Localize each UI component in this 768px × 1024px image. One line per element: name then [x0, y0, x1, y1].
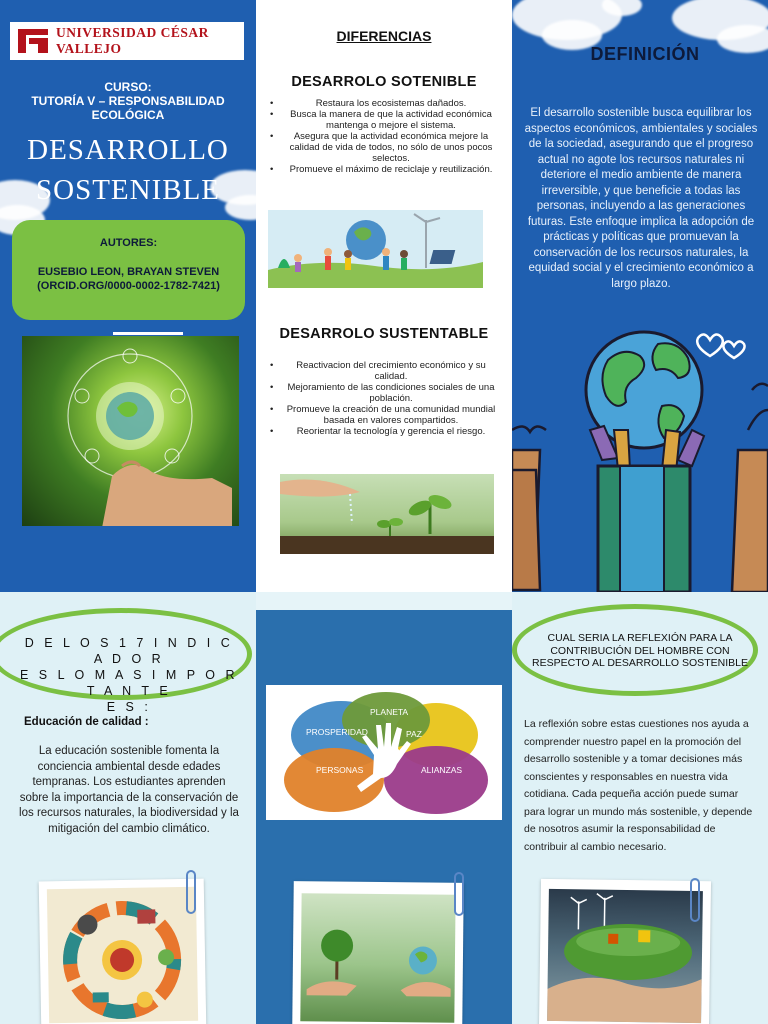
five-p-diagram: [266, 685, 502, 820]
venn-label-prosperidad: PROSPERIDAD: [306, 727, 368, 737]
university-logo: [10, 22, 244, 60]
cover-title-line-1: DESARROLLO: [27, 134, 229, 166]
definition-heading: DEFINICIÓN: [590, 44, 700, 64]
sustentable-list: [270, 360, 502, 437]
list-item: • Promueve el máximo de reciclaje y reutilización.: [270, 164, 502, 175]
community-illustration: [268, 210, 483, 288]
reflection-question: CUAL SERIA LA REFLEXIÓN PARA LA CONTRIBUCIÓN DEL HOMBRE CON RESPECTO AL DESARROLLO SOSTENIBLE: [532, 632, 748, 669]
question-line-1: D E L O S 1 7 I N D I C A D O R: [24, 636, 234, 666]
education-card: [39, 879, 207, 1024]
education-infographic: [47, 887, 198, 1024]
list-item: • Promueve la creación de una comunidad mundial basada en valores compartidos.: [270, 404, 502, 426]
list-item: • Mejoramiento de las condiciones sociales de una población.: [270, 382, 502, 404]
author-orcid: (ORCID.ORG/0000-0002-1782-7421): [37, 280, 220, 292]
list-item: • Reactivacion del crecimiento económico y su calidad.: [270, 360, 502, 382]
authors-box: [12, 220, 245, 320]
small-world-photo: [547, 889, 703, 1023]
divider: [113, 332, 183, 335]
sostenible-list: [270, 98, 502, 175]
definition-text: El desarrollo sostenible busca equilibrar los aspectos económicos, ambientales y sociales de la sociedad, asegurando que el progreso actual no agote los recursos naturales ni deteriore el medio ambiente de manera irreversible, y que beneficie a todas las personas, incluyendo a las generaciones futuras. Este enfoque implica la adopción de prácticas y políticas que promuevan la conservación de los recursos naturales, la equidad social y el crecimiento económico a largo plazo.: [524, 107, 758, 290]
list-item: • Busca la manera de que la actividad económica mantenga o mejore el sistema.: [270, 109, 502, 131]
education-text: La educación sostenible fomenta la conciencia ambiental desde edades tempranas. Los estudiantes aprenden sobre la importancia de la conservación de los recursos naturales, la biodiversidad y la mitigación del cambio climático.: [19, 745, 239, 835]
ucv-shield-icon: [16, 27, 50, 55]
list-item: • Reorientar la tecnología y gerencia el riesgo.: [270, 426, 502, 437]
cover-title: [0, 130, 256, 210]
hands-tree-globe-photo: [300, 893, 455, 1023]
differences-heading: DIFERENCIAS: [336, 28, 432, 44]
paperclip-icon: [454, 872, 464, 916]
seedling-photo: [280, 474, 494, 554]
university-name: UNIVERSIDAD CÉSAR VALLEJO: [56, 25, 209, 56]
list-item: • Asegura que la actividad económica mejore la calidad de vida de todos, no sólo de unos pocos selectos.: [270, 131, 502, 164]
small-world-card: [539, 879, 711, 1024]
venn-label-paz: PAZ: [406, 729, 422, 739]
question-line-3: E S :: [106, 700, 152, 714]
course-line-2: ECOLÓGICA: [91, 108, 165, 122]
course-info: [0, 80, 256, 122]
sustentable-heading: DESARROLO SUSTENTABLE: [279, 326, 489, 342]
venn-label-alianzas: ALIANZAS: [421, 765, 463, 775]
paperclip-icon: [690, 878, 700, 922]
indicators-question: [18, 635, 240, 715]
venn-label-planeta: PLANETA: [370, 707, 409, 717]
author-name: EUSEBIO LEON, BRAYAN STEVEN: [37, 266, 220, 278]
course-label: CURSO:: [104, 80, 152, 94]
sostenible-heading: DESARROLO SOTENIBLE: [291, 74, 477, 90]
cover-title-line-2: SOSTENIBLE: [36, 174, 220, 206]
authors-label: AUTORES:: [99, 237, 158, 249]
question-line-2: E S L O M A S I M P O R T A N T E: [19, 668, 239, 698]
hands-photo-card: [292, 881, 464, 1024]
hand-globe-photo: [22, 336, 239, 526]
course-line-1: TUTORÍA V – RESPONSABILIDAD: [31, 94, 225, 108]
reflection-text: La reflexión sobre estas cuestiones nos ayuda a comprender nuestro papel en la promoción del desarrollo sostenible y a tomar decisiones más conscientes y responsables en nuestra vida cotidiana. Cada pequeña acción puede sumar para lograr un mundo más sostenible, y depende de nosotros asumir la responsabilidad de contribuir al cambio necesario.: [524, 718, 753, 853]
paperclip-icon: [186, 870, 196, 914]
venn-label-personas: PERSONAS: [316, 765, 364, 775]
education-label: Educación de calidad :: [24, 716, 149, 728]
hands-globe-illustration: [512, 310, 768, 592]
list-item: • Restaura los ecosistemas dañados.: [270, 98, 502, 109]
